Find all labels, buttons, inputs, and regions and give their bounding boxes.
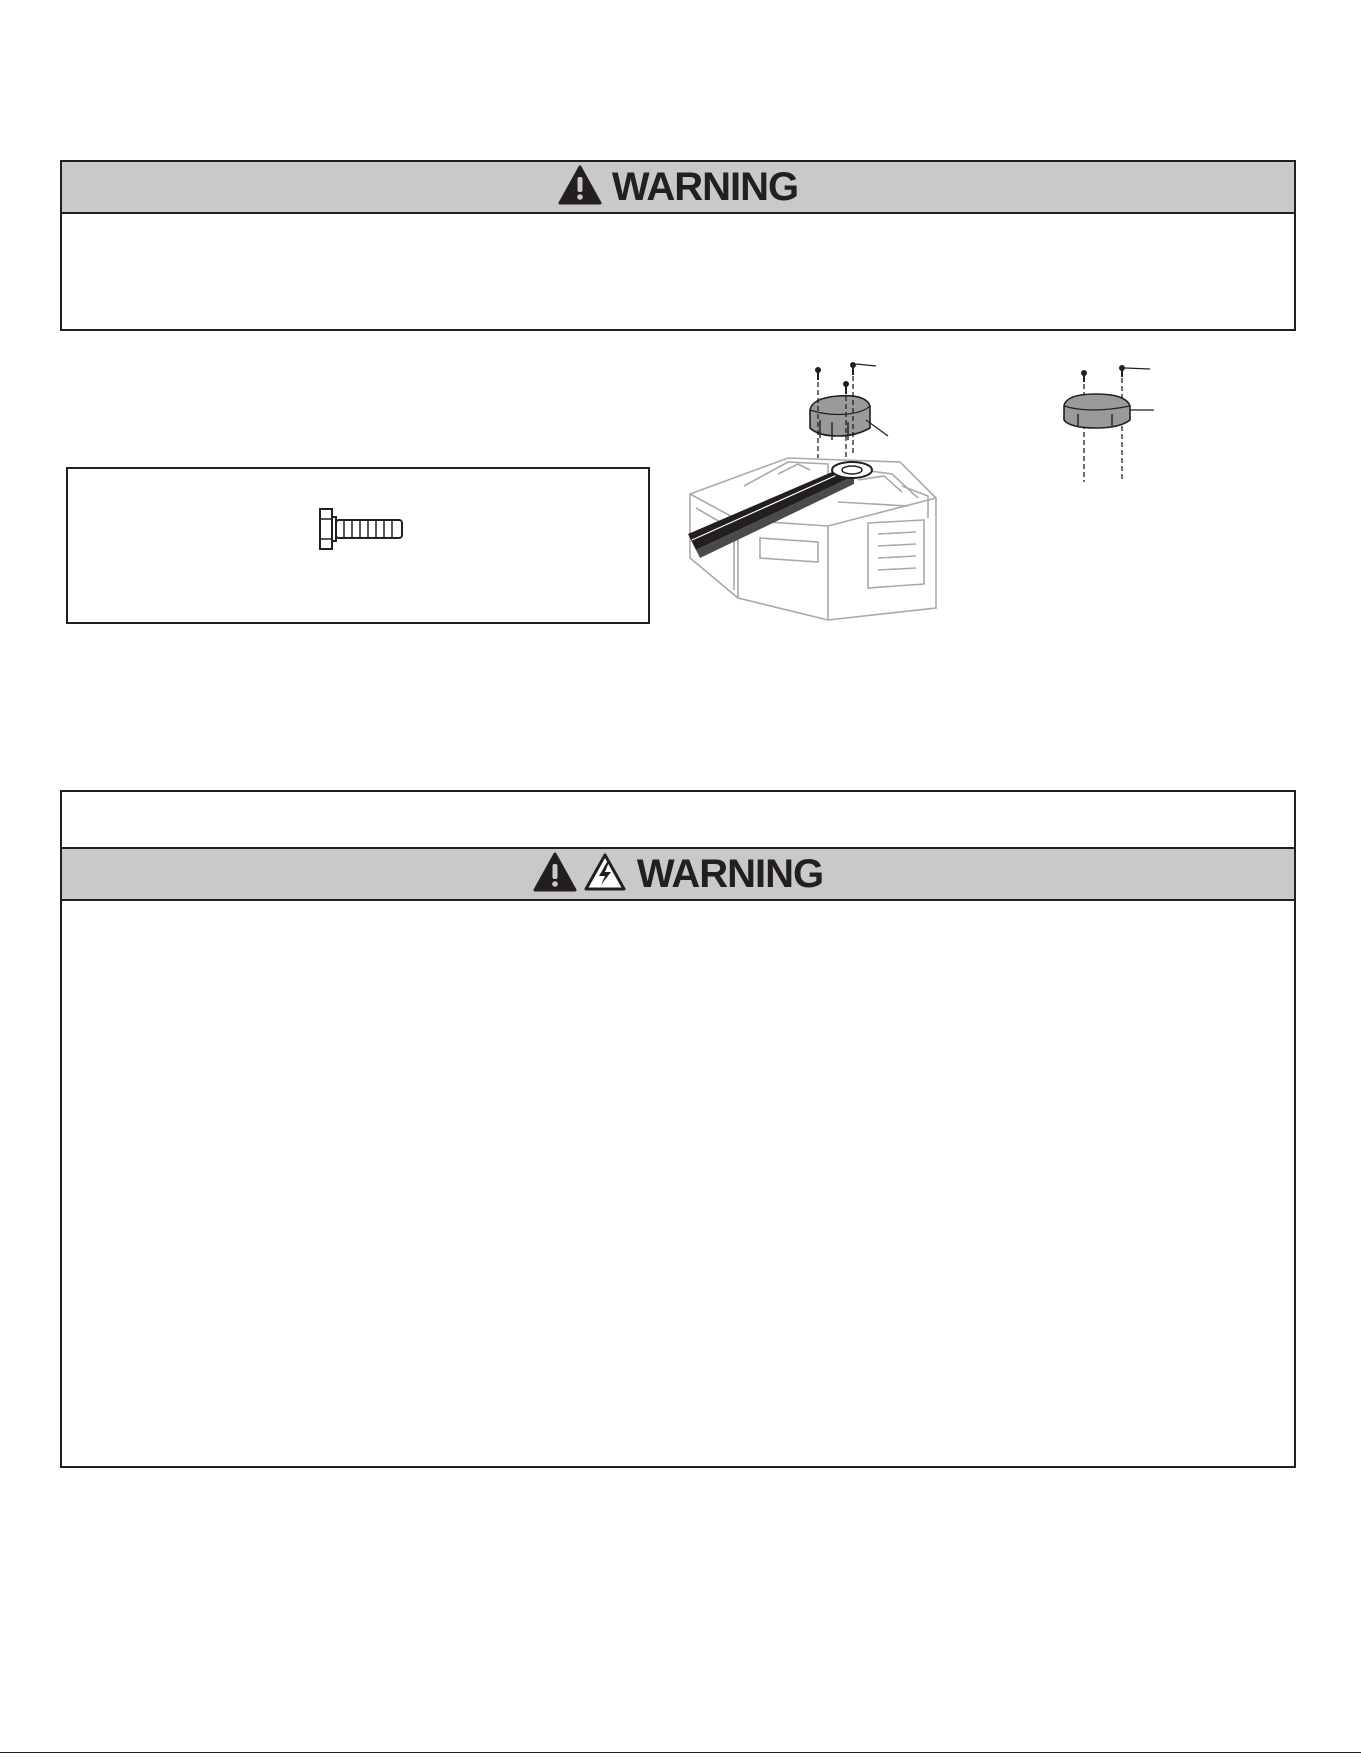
hex-bolt-icon [314, 507, 406, 556]
warning-banner-top [62, 162, 1294, 214]
warning-title: WARNING [611, 164, 799, 209]
exclamation-triangle-icon [558, 165, 602, 210]
hardware-box [66, 467, 650, 624]
electrical-hazard-icon [583, 852, 627, 897]
warning-banner-bottom [62, 847, 1294, 901]
warning-box-bottom [60, 790, 1296, 1468]
footer-rule [0, 1752, 1361, 1753]
sprocket-cover-detail-figure [1060, 358, 1170, 488]
exclamation-triangle-icon [533, 852, 577, 897]
warning-box-top [60, 160, 1296, 331]
opener-with-sprocket-cover-figure [678, 358, 998, 628]
warning-title: WARNING [636, 851, 824, 896]
